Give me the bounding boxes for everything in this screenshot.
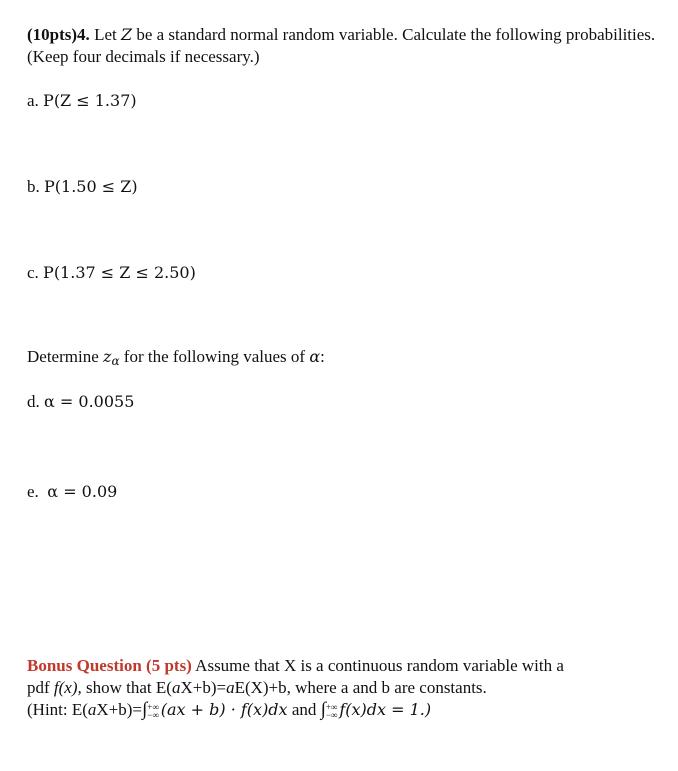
alpha-symbol: α xyxy=(309,347,321,366)
z-alpha: zα xyxy=(103,347,120,368)
bonus-title: Bonus Question (5 pts) xyxy=(27,656,192,675)
determine-line: Determine zα for the following values of α: xyxy=(27,347,325,368)
hint-line: (Hint: E(aX+b)=∫ +∞ −∞ (ax + b) · f(x)dx and ∫ +∞ −∞ f(x)dx = 1.) xyxy=(27,699,432,721)
bonus-question: Bonus Question (5 pts) Assume that X is a continuous random variable with a pdf f(x), show that E(aX+b)=aE(X)+b, where a and b are constants. (Hint: E(aX+b)=∫ +∞ −∞ (ax + b) · f(x)dx and ∫ +∞ −∞ f(x)dx = 1.) xyxy=(27,655,660,721)
determine-text: Determine xyxy=(27,347,99,366)
question-header xyxy=(27,24,660,68)
points-label: (10pts)4. xyxy=(27,25,90,44)
part-a-label: a. xyxy=(27,91,39,110)
part-b xyxy=(27,176,660,198)
part-e xyxy=(27,481,660,503)
intro-text: Let xyxy=(94,25,117,44)
integrand-2: f(x)dx = 1.) xyxy=(339,700,432,719)
integral-sign: ∫ xyxy=(142,699,148,720)
part-e-expr: α = 0.09 xyxy=(47,482,118,501)
part-d-expr: α = 0.0055 xyxy=(44,392,135,411)
integral-limits-2: +∞ −∞ xyxy=(325,702,338,721)
variable-z: Z xyxy=(120,25,133,44)
integrand-1: (ax + b) · f(x)dx xyxy=(160,700,288,719)
part-e-label: e. xyxy=(27,482,39,501)
determine-text-rest: for the following values of xyxy=(123,347,306,366)
integral-limits: +∞ −∞ xyxy=(147,702,159,721)
pdf-fx: f(x), xyxy=(53,678,82,697)
integral-sign-2: ∫ xyxy=(320,699,326,720)
part-d xyxy=(27,391,660,413)
part-b-expr: P(1.50 ≤ Z) xyxy=(44,177,138,196)
bonus-line1: Assume that X is a continuous random variable with a xyxy=(195,656,564,675)
part-a xyxy=(27,90,660,112)
part-d-label: d. xyxy=(27,392,40,411)
part-b-label: b. xyxy=(27,177,40,196)
part-c-expr: P(1.37 ≤ Z ≤ 2.50) xyxy=(43,263,196,282)
part-c xyxy=(27,262,660,284)
intro-text-rest: be a standard normal random variable. Calculate the following probabilities. (Keep four decimals if necessary.) xyxy=(27,25,656,66)
part-c-label: c. xyxy=(27,263,39,282)
part-a-expr: P(Z ≤ 1.37) xyxy=(43,91,137,110)
